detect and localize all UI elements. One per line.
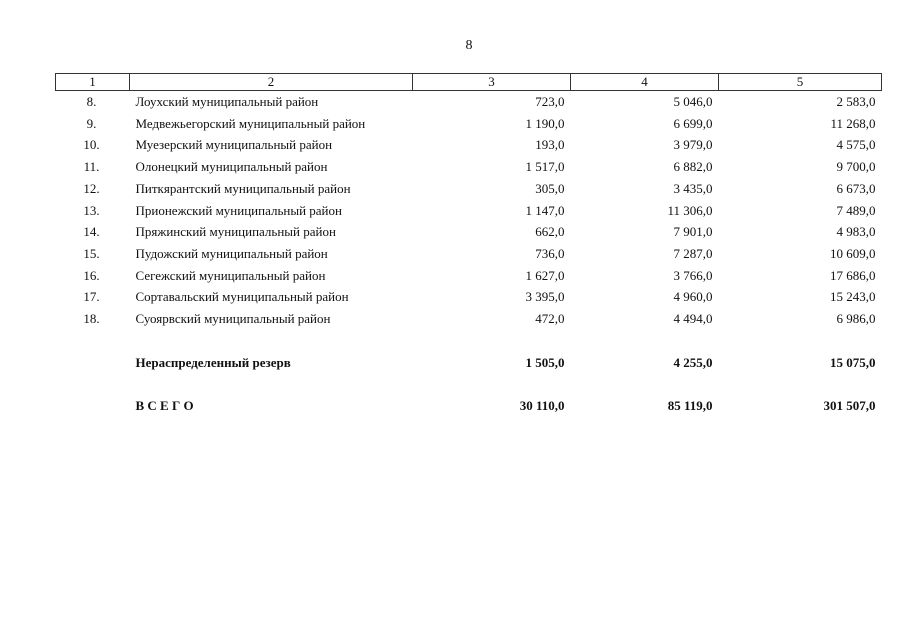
- value-col-3: 662,0: [535, 224, 565, 240]
- value-col-4: 4 494,0: [673, 311, 713, 327]
- value-col-4: 6 699,0: [673, 115, 713, 131]
- table-row: [56, 221, 882, 243]
- value-col-3: 1 627,0: [525, 267, 565, 283]
- header-col-3: 3: [413, 74, 571, 91]
- row-number: 16.: [83, 267, 100, 283]
- table-row: [56, 91, 882, 113]
- district-name: Пряжинский муниципальный район: [135, 224, 336, 240]
- table-header: [56, 74, 882, 91]
- row-number: 8.: [86, 94, 97, 109]
- value-col-4: 3 766,0: [673, 267, 713, 283]
- header-col-1: 1: [56, 74, 130, 91]
- total-value-col-5: 301 507,0: [823, 398, 876, 414]
- value-col-5: 11 268,0: [830, 115, 876, 131]
- row-number: 11.: [83, 159, 100, 175]
- value-col-3: 1 190,0: [525, 115, 565, 131]
- value-col-3: 1 147,0: [525, 202, 565, 218]
- table-row: [56, 243, 882, 265]
- value-col-5: 17 686,0: [830, 267, 876, 283]
- total-label: В С Е Г О: [135, 398, 194, 414]
- header-col-2: 2: [130, 74, 413, 91]
- row-number: 10.: [83, 137, 100, 153]
- header-col-5: 5: [719, 74, 882, 91]
- spacer-row: [56, 373, 882, 395]
- table-row: [56, 156, 882, 178]
- allocation-table: [55, 73, 882, 417]
- district-name: Сортавальский муниципальный район: [135, 289, 349, 305]
- table-row: [56, 134, 882, 156]
- total-row: [56, 395, 882, 417]
- value-col-4: 11 306,0: [667, 202, 713, 218]
- total-value-col-4: 85 119,0: [667, 398, 713, 414]
- page-number: 8: [465, 38, 473, 53]
- reserve-label: Нераспределенный резерв: [135, 354, 291, 370]
- district-name: Медвежьегорский муниципальный район: [135, 115, 366, 131]
- value-col-5: 7 489,0: [836, 202, 876, 218]
- district-name: Суоярвский муниципальный район: [135, 311, 331, 327]
- value-col-3: 1 517,0: [525, 159, 565, 175]
- table-row: [56, 178, 882, 200]
- value-col-4: 7 901,0: [673, 224, 713, 240]
- value-col-5: 10 609,0: [830, 245, 876, 261]
- row-number: 9.: [86, 115, 97, 131]
- row-number: 13.: [83, 202, 100, 218]
- value-col-4: 7 287,0: [673, 245, 713, 261]
- row-number: 15.: [83, 245, 100, 261]
- district-name: Сегежский муниципальный район: [135, 267, 326, 283]
- value-col-3: 3 395,0: [525, 289, 565, 305]
- district-name: Питкярантский муниципальный район: [135, 180, 351, 196]
- total-value-col-3: 30 110,0: [519, 398, 565, 414]
- row-number: 18.: [83, 311, 100, 327]
- value-col-3: 472,0: [535, 311, 565, 327]
- district-name: Пудожский муниципальный район: [135, 245, 328, 261]
- reserve-value-col-3: 1 505,0: [525, 354, 565, 370]
- value-col-4: 3 435,0: [673, 180, 713, 196]
- district-name: Прионежский муниципальный район: [135, 202, 342, 218]
- table-row: [56, 113, 882, 135]
- table-row: [56, 265, 882, 287]
- value-col-5: 4 983,0: [836, 224, 876, 240]
- row-number: 17.: [83, 289, 100, 305]
- table-body: [56, 91, 882, 418]
- district-name: Муезерский муниципальный район: [135, 137, 333, 153]
- value-col-4: 5 046,0: [673, 94, 713, 109]
- district-name: Олонецкий муниципальный район: [135, 159, 328, 175]
- value-col-3: 193,0: [535, 137, 565, 153]
- value-col-5: 6 673,0: [836, 180, 876, 196]
- row-number: 12.: [83, 180, 100, 196]
- table-row: [56, 308, 882, 330]
- reserve-row: [56, 352, 882, 374]
- row-number: 14.: [83, 224, 100, 240]
- value-col-5: 4 575,0: [836, 137, 876, 153]
- table-row: [56, 286, 882, 308]
- header-col-4: 4: [571, 74, 719, 91]
- value-col-4: 6 882,0: [673, 159, 713, 175]
- value-col-5: 9 700,0: [836, 159, 876, 175]
- value-col-3: 736,0: [535, 245, 565, 261]
- reserve-value-col-4: 4 255,0: [673, 354, 713, 370]
- district-name: Лоухский муниципальный район: [135, 94, 319, 109]
- value-col-5: 15 243,0: [830, 289, 876, 305]
- value-col-4: 3 979,0: [673, 137, 713, 153]
- reserve-value-col-5: 15 075,0: [830, 354, 876, 370]
- value-col-4: 4 960,0: [673, 289, 713, 305]
- value-col-5: 6 986,0: [836, 311, 876, 327]
- header-row: [56, 74, 882, 91]
- value-col-3: 305,0: [535, 180, 565, 196]
- value-col-5: 2 583,0: [836, 94, 876, 109]
- table-row: [56, 200, 882, 222]
- value-col-3: 723,0: [535, 94, 565, 109]
- spacer-row: [56, 330, 882, 352]
